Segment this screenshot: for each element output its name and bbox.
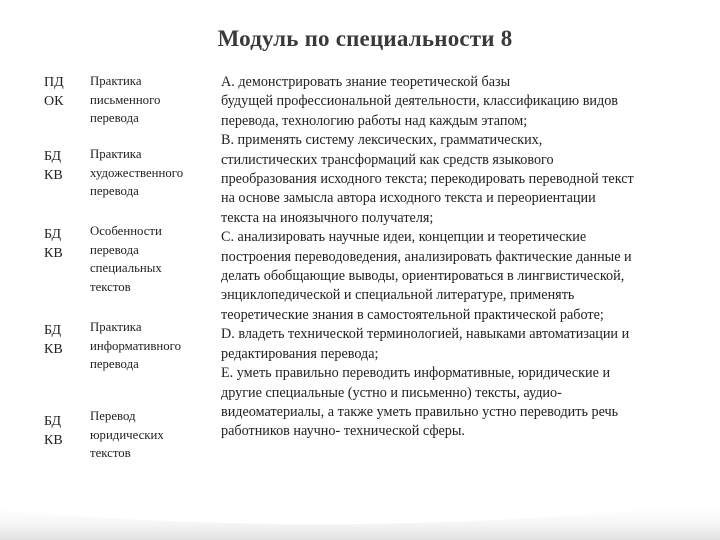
row-code [44,321,84,359]
code-line: КВ [44,246,63,261]
row-code [44,73,84,111]
discipline-line: письменного [90,92,161,107]
slide-title: Модуль по специальности 8 [217,26,513,51]
discipline-line: информативного [90,338,182,353]
code-line: КВ [44,168,63,183]
discipline-line: текстов [90,279,131,294]
competency-line: редактирования перевода; [221,345,379,362]
competency-line: энциклопедической и специальной литературе, применять [221,287,575,304]
discipline-line: специальных [90,261,162,275]
discipline-line: перевода [90,111,139,125]
discipline-line: перевода [90,242,139,257]
discipline-line: текстов [90,446,131,460]
competency-line: другие специальные (устно и письменно) тексты, аудио- [221,384,562,401]
discipline-line: юридических [90,427,164,442]
competency-line: преобразования исходного текста; перекодировать переводной текст [221,171,634,188]
competencies-text [221,73,720,442]
discipline-line: Особенности [90,224,162,238]
code-line: БД [44,323,62,338]
discipline-line: Практика [90,320,142,334]
code-line: БД [44,414,62,429]
row-code [44,147,84,185]
row-discipline [90,72,210,128]
discipline-line: перевода [90,184,139,198]
code-line: КВ [44,342,63,357]
code-line: БД [44,149,62,164]
code-line: ПД [44,75,64,90]
competency-line: стилистических трансформаций как средств языкового [221,151,554,168]
row-discipline [90,222,210,296]
competency-line: видеоматериалы, а также уметь правильно устно переводить речь [221,403,619,420]
competency-line: текста на иноязычного получателя; [221,209,434,226]
competency-line: D. владеть технической терминологией, навыками автоматизации и [221,326,630,343]
code-line: КВ [44,433,63,448]
row-code [44,225,84,263]
discipline-line: Перевод [90,409,136,423]
slide-bottom-curve [0,480,720,540]
competency-line: будущей профессиональной деятельности, классификацию видов [221,93,619,110]
row-discipline [90,145,210,201]
competency-line: делать обобщающие выводы, ориентироваться в лингвистической, [221,268,625,285]
code-line: ОК [44,94,64,109]
code-line: БД [44,227,62,242]
competency-line: теоретические знания в самостоятельной практической работе; [221,306,604,323]
row-discipline [90,407,210,463]
competency-line: работников научно- технической сферы. [221,423,465,440]
competency-line: Е. уметь правильно переводить информативные, юридические и [221,365,611,382]
discipline-line: художественного [90,165,184,180]
discipline-line: Практика [90,147,142,161]
competency-line: А. демонстрировать знание теоретической базы [221,74,511,90]
discipline-line: перевода [90,357,139,371]
row-discipline [90,318,210,374]
competency-line: В. применять систему лексических, грамматических, [221,132,543,149]
row-code [44,412,84,450]
competency-line: С. анализировать научные идеи, концепции и теоретические [221,229,587,246]
competency-line: перевода, технологию работы над каждым этапом; [221,112,528,129]
discipline-line: Практика [90,74,142,88]
competency-line: построения переводоведения, анализировать фактические данные и [221,248,632,265]
competency-line: на основе замысла автора исходного текста и переориентации [221,190,596,207]
